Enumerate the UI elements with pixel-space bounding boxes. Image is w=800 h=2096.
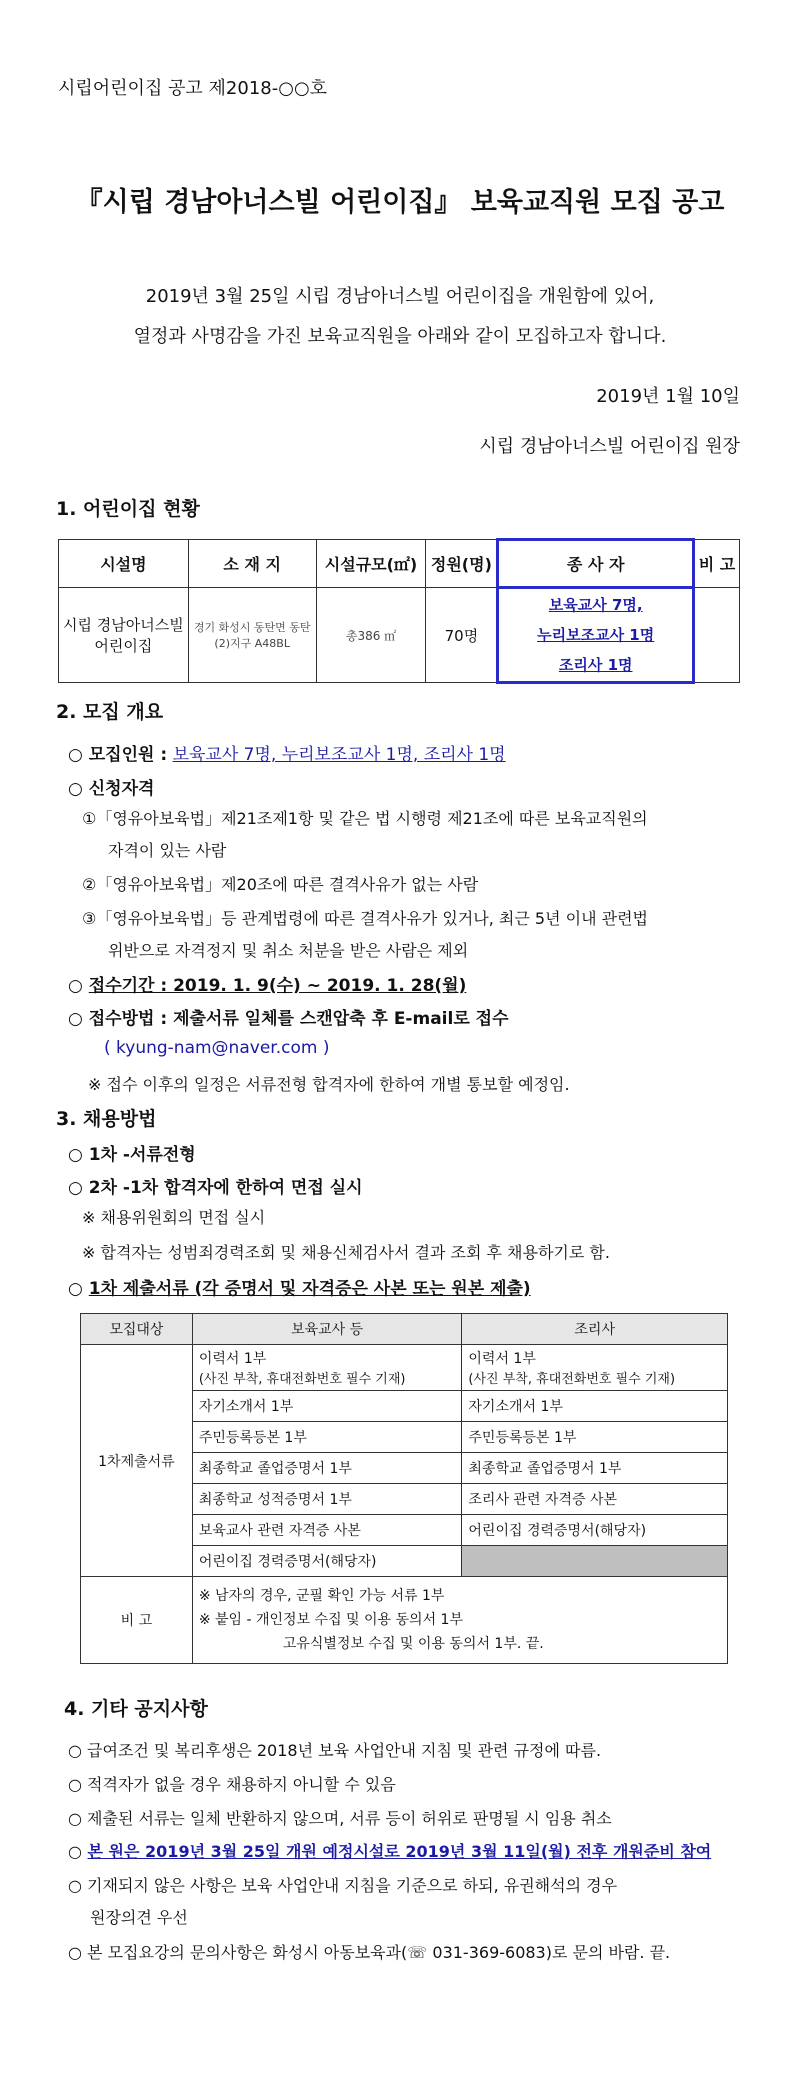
bullet-icon: ○ xyxy=(68,1842,88,1861)
facility-size: 총386 ㎡ xyxy=(316,588,426,683)
qual-item-3: ③「영유아보육법」등 관계법령에 따른 결격사유가 있거나, 최근 5년 이내 관련법 xyxy=(82,909,648,928)
teacher-doc-intro: 자기소개서 1부 xyxy=(192,1391,462,1422)
header-location: 소 재 지 xyxy=(188,540,316,588)
notice-date: 2019년 1월 10일 xyxy=(596,386,740,407)
cook-doc-resume: 이력서 1부 xyxy=(468,1351,536,1367)
interview-note: ※ 채용위원회의 면접 실시 xyxy=(82,1208,266,1227)
teacher-doc-resident: 주민등록등본 1부 xyxy=(192,1422,462,1453)
notice-item-2: ○ 적격자가 없을 경우 채용하지 아니할 수 있음 xyxy=(68,1775,396,1794)
cook-doc-career: 어린이집 경력증명서(해당자) xyxy=(462,1515,728,1546)
schedule-notice: ※ 접수 이후의 일정은 서류전형 합격자에 한하여 개별 통보할 예정임. xyxy=(88,1075,570,1094)
step-2: ○ 2차 -1차 합격자에 한하여 면접 실시 xyxy=(68,1178,363,1198)
facility-note xyxy=(694,588,740,683)
notice-item-4: 본 원은 2019년 3월 25일 개원 예정시설로 2019년 3월 11일(월) 전후 개원준비 참여 xyxy=(87,1842,712,1861)
section-2-heading: 2. 모집 개요 xyxy=(56,701,164,723)
page-title: 『시립 경남아너스빌 어린이집』 보육교직원 모집 공고 xyxy=(75,187,725,218)
docs-header-teacher: 보육교사 등 xyxy=(192,1314,462,1345)
notice-item-1: ○ 급여조건 및 복리후생은 2018년 보육 사업안내 지침 및 관련 규정에 따름. xyxy=(68,1741,602,1760)
recruit-label: ○ 모집인원 : xyxy=(68,745,168,765)
recruit-value: 보육교사 7명, 누리보조교사 1명, 조리사 1명 xyxy=(172,745,506,765)
header-capacity: 정원(명) xyxy=(426,540,498,588)
notice-item-3: ○ 제출된 서류는 일체 반환하지 않으며, 서류 등이 허위로 판명될 시 임용 취소 xyxy=(68,1809,612,1828)
notice-item-5: ○ 기재되지 않은 사항은 보육 사업안내 지침을 기준으로 하되, 유권해석의 경우 xyxy=(68,1876,618,1895)
documents-heading: 1차 제출서류 (각 증명서 및 자격증은 사본 또는 원본 제출) xyxy=(88,1279,531,1299)
empty-cell xyxy=(462,1546,728,1577)
header-staff: 종 사 자 xyxy=(498,540,694,588)
cook-doc-intro: 자기소개서 1부 xyxy=(462,1391,728,1422)
qualification-label: ○ 신청자격 xyxy=(68,779,155,799)
remark-attachment: ※ 붙임 - 개인정보 수집 및 이용 동의서 1부 xyxy=(198,1612,463,1628)
teacher-doc-resume-note: (사진 부착, 휴대전화번호 필수 기재) xyxy=(198,1372,406,1387)
section-3-heading: 3. 채용방법 xyxy=(56,1108,157,1130)
bullet-icon: ○ xyxy=(68,1279,89,1299)
intro-line-1: 2019년 3월 25일 시립 경남아너스빌 어린이집을 개원함에 있어, xyxy=(145,286,655,307)
issuer: 시립 경남아너스빌 어린이집 원장 xyxy=(479,436,740,457)
remark-attachment-cont: 고유식별정보 수집 및 이용 동의서 1부. 끝. xyxy=(282,1636,544,1652)
staff-assistant: 누리보조교사 1명 xyxy=(537,626,655,644)
cook-doc-resident: 주민등록등본 1부 xyxy=(462,1422,728,1453)
teacher-doc-diploma: 최종학교 졸업증명서 1부 xyxy=(192,1453,462,1484)
remark-label: 비 고 xyxy=(81,1577,193,1664)
facility-location: 경기 화성시 동탄면 동탄(2)지구 A48BL xyxy=(188,588,316,683)
facility-capacity: 70명 xyxy=(426,588,498,683)
qual-item-1-cont: 자격이 있는 사람 xyxy=(108,841,227,860)
notice-item-6: ○ 본 모집요강의 문의사항은 화성시 아동보육과(☏ 031-369-6083)로 문의 바람. 끝. xyxy=(68,1943,671,1962)
application-method: ○ 접수방법 : 제출서류 일체를 스캔압축 후 E-mail로 접수 xyxy=(68,1009,509,1029)
header-size: 시설규모(㎡) xyxy=(316,540,426,588)
documents-table xyxy=(80,1313,728,1664)
section-4-heading: 4. 기타 공지사항 xyxy=(64,1698,208,1720)
background-check-note: ※ 합격자는 성범죄경력조회 및 채용신체검사서 결과 조회 후 채용하기로 함. xyxy=(82,1243,610,1262)
staff-teacher: 보육교사 7명, xyxy=(548,596,643,614)
staff-cook: 조리사 1명 xyxy=(558,656,633,674)
intro-line-2: 열정과 사명감을 가진 보육교직원을 아래와 같이 모집하고자 합니다. xyxy=(133,326,667,347)
cook-doc-resume-note: (사진 부착, 휴대전화번호 필수 기재) xyxy=(468,1372,676,1387)
teacher-doc-license: 보육교사 관련 자격증 사본 xyxy=(192,1515,462,1546)
contact-email[interactable]: ( kyung-nam@naver.com ) xyxy=(104,1038,330,1058)
cook-doc-diploma: 최종학교 졸업증명서 1부 xyxy=(462,1453,728,1484)
header-facility-name: 시설명 xyxy=(59,540,189,588)
qual-item-1: ①「영유아보육법」제21조제1항 및 같은 법 시행령 제21조에 따른 보육교직원의 xyxy=(82,809,648,828)
docs-header-target: 모집대상 xyxy=(81,1314,193,1345)
facility-table xyxy=(58,538,740,684)
remark-military: ※ 남자의 경우, 군필 확인 가능 서류 1부 xyxy=(198,1588,445,1604)
notice-item-5-cont: 원장의견 우선 xyxy=(90,1908,188,1927)
section-1-heading: 1. 어린이집 현황 xyxy=(56,498,200,520)
header-note: 비 고 xyxy=(694,540,740,588)
cook-doc-license: 조리사 관련 자격증 사본 xyxy=(462,1484,728,1515)
docs-header-cook: 조리사 xyxy=(462,1314,728,1345)
application-period: 접수기간 : 2019. 1. 9(수) ~ 2019. 1. 28(월) xyxy=(88,976,467,996)
staff-cell xyxy=(498,588,694,683)
notice-number: 시립어린이집 공고 제2018-○○호 xyxy=(58,78,328,99)
bullet-icon: ○ xyxy=(68,976,89,996)
qual-item-3-cont: 위반으로 자격정지 및 취소 처분을 받은 사람은 제외 xyxy=(108,941,469,960)
teacher-doc-transcript: 최종학교 성적증명서 1부 xyxy=(192,1484,462,1515)
qual-item-2: ②「영유아보육법」제20조에 따른 결격사유가 없는 사람 xyxy=(82,875,479,894)
step-1: ○ 1차 -서류전형 xyxy=(68,1145,196,1165)
docs-category: 1차제출서류 xyxy=(81,1345,193,1577)
teacher-doc-career: 어린이집 경력증명서(해당자) xyxy=(192,1546,462,1577)
teacher-doc-resume: 이력서 1부 xyxy=(198,1351,267,1367)
facility-name: 시립 경남아너스빌 어린이집 xyxy=(59,588,189,683)
